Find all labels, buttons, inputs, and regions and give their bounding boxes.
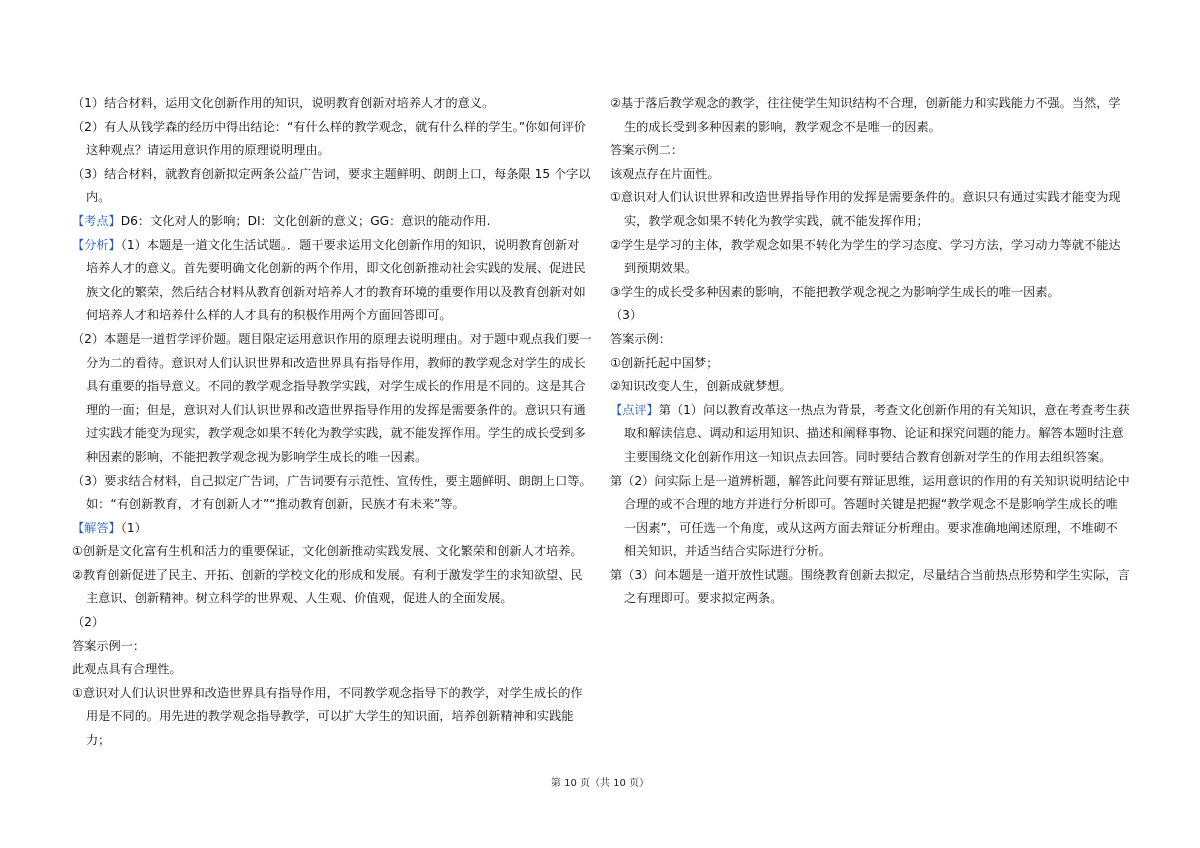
dianping-3: 第（3）问本题是一道开放性试题。围绕教育创新去拟定，尽量结合当前热点形势和学生实际，言 之有理即可。要求拟定两条。	[610, 567, 1130, 606]
example-1-title: 答案示例一：	[72, 638, 146, 653]
dianping-2: 第（2）问实际上是一道辨析题，解答此问要有辩证思维，运用意识的作用的有关知识说明结论中 合理的或不合理的地方并进行分析即可。答题时关键是把握“教学观念不是影响学生成长的唯 一因素”，可任选一个角度，或从这两方面去辩证分析理由。要求准确地阐述原理，不堆砌不 相关知识，并适当结合实际进行分析。	[610, 473, 1130, 559]
example-2-point-3: ③学生的成长受多种因素的影响，不能把教学观念视之为影响学生成长的唯一因素。	[610, 284, 1060, 299]
jieda-1b: ②教育创新促进了民主、开拓、创新的学校文化的形成和发展。有利于激发学生的求知欲望、民 主意识、创新精神。树立科学的世界观、人生观、价值观，促进人的全面发展。	[72, 567, 583, 606]
kaodian-tag: 【考点】	[72, 213, 121, 228]
example-1-claim: 此观点具有合理性。	[72, 662, 182, 677]
question-1: （1）结合材料，运用文化创新作用的知识，说明教育创新对培养人才的意义。	[72, 96, 495, 110]
page-number: 第 10 页（共 10 页）	[550, 778, 650, 789]
example-2-claim: 该观点存在片面性。	[610, 166, 720, 181]
example-1-point-2: ②基于落后教学观念的教学，往往使学生知识结构不合理，创新能力和实践能力不强。当然，学 生的成长受到多种因素的影响，教学观念不是唯一的因素。	[610, 96, 1121, 134]
jieda-section: 【解答】（1）	[72, 520, 147, 535]
jieda-2-label: （2）	[72, 615, 105, 630]
example-3-item-2: ②知识改变人生，创新成就梦想。	[610, 379, 792, 394]
jieda-tag: 【解答】	[72, 520, 121, 535]
example-2-point-1: ①意识对人们认识世界和改造世界指导作用的发挥是需要条件的。意识只有通过实践才能变为现 实，教学观念如果不转化为教学实践，就不能发挥作用；	[610, 190, 1121, 228]
example-2-title: 答案示例二：	[610, 143, 684, 158]
example-1-point-1: ①意识对人们认识世界和改造世界具有指导作用，不同教学观念指导下的教学，对学生成长的作 用是不同的。用先进的教学观念指导教学，可以扩大学生的知识面，培养创新精神和实践能 力；	[72, 685, 583, 748]
question-3: （3）结合材料，就教育创新拟定两条公益广告词，要求主题鲜明、朗朗上口，每条限 15 个字以 内。	[72, 166, 591, 205]
example-2-point-2: ②学生是学习的主体，教学观念如果不转化为学生的学习态度、学习方法，学习动力等就不能达 到预期效果。	[610, 237, 1121, 276]
example-3-item-1: ①创新托起中国梦；	[610, 355, 719, 370]
fenxi-1: 【分析】（1）本题是一道文化生活试题。．题干要求运用文化创新作用的知识，说明教育创新对 培养人才的意义。首先要明确文化创新的两个作用，即文化创新推动社会实践的发展、促进民 族文化的繁荣，然后结合材料从教育创新对培养人才的教育环境的重要作用以及教育创新对如 何培养人才和培养什么样的人才具有的积极作用两个方面回答即可。	[72, 237, 586, 323]
dianping-1: 【点评】第（1）问以教育改革这一热点为背景，考查文化创新作用的有关知识，意在考查考生获 取和解读信息、调动和运用知识、描述和阐释事物、论证和探究问题的能力。解答本题时注意 主要围绕文化创新作用这一知识点去回答。同时要结合教育创新对学生的作用去组织答案。	[610, 402, 1130, 464]
jieda-1a: ①创新是文化富有生机和活力的重要保证，文化创新推动实践发展、文化繁荣和创新人才培养。	[72, 544, 583, 559]
right-column	[610, 92, 1130, 611]
answer-3-label: （3）	[610, 308, 643, 323]
left-column	[72, 92, 592, 753]
fenxi-3: （3）要求结合材料，自己拟定广告词，广告词要有示范性、宣传性，要主题鲜明、朗朗上口等。 如：“有创新教育，才有创新人才”“推动教育创新，民族才有未来”等。	[72, 473, 592, 512]
question-2: （2）有人从钱学森的经历中得出结论：“有什么样的教学观念，就有什么样的学生。”你如何评价 这种观点？请运用意识作用的原理说明理由。	[72, 119, 586, 158]
fenxi-2: （2）本题是一道哲学评价题。题目限定运用意识作用的原理去说明理由。对于题中观点我们要一 分为二的看待。意识对人们认识世界和改造世界具有指导作用，教师的教学观念对学生的成长 具有重要的指导意义。不同的教学观念指导教学实践，对学生成长的作用是不同的。这是其合 理的一面；但是，意识对人们认识世界和改造世界指导作用的发挥是需要条件的。意识只有通 过实践才能变为现实，教学观念如果不转化为教学实践，就不能发挥作用。学生的成长受到多 种因素的影响，不能把教学观念视为影响学生成长的唯一因素。	[72, 331, 592, 464]
kaodian-section: 【考点】D6：文化对人的影响；DI：文化创新的意义；GG：意识的能动作用.	[72, 213, 491, 228]
example-3-title: 答案示例：	[610, 331, 671, 346]
dianping-tag: 【点评】	[610, 402, 659, 417]
fenxi-tag: 【分析】	[72, 237, 121, 252]
